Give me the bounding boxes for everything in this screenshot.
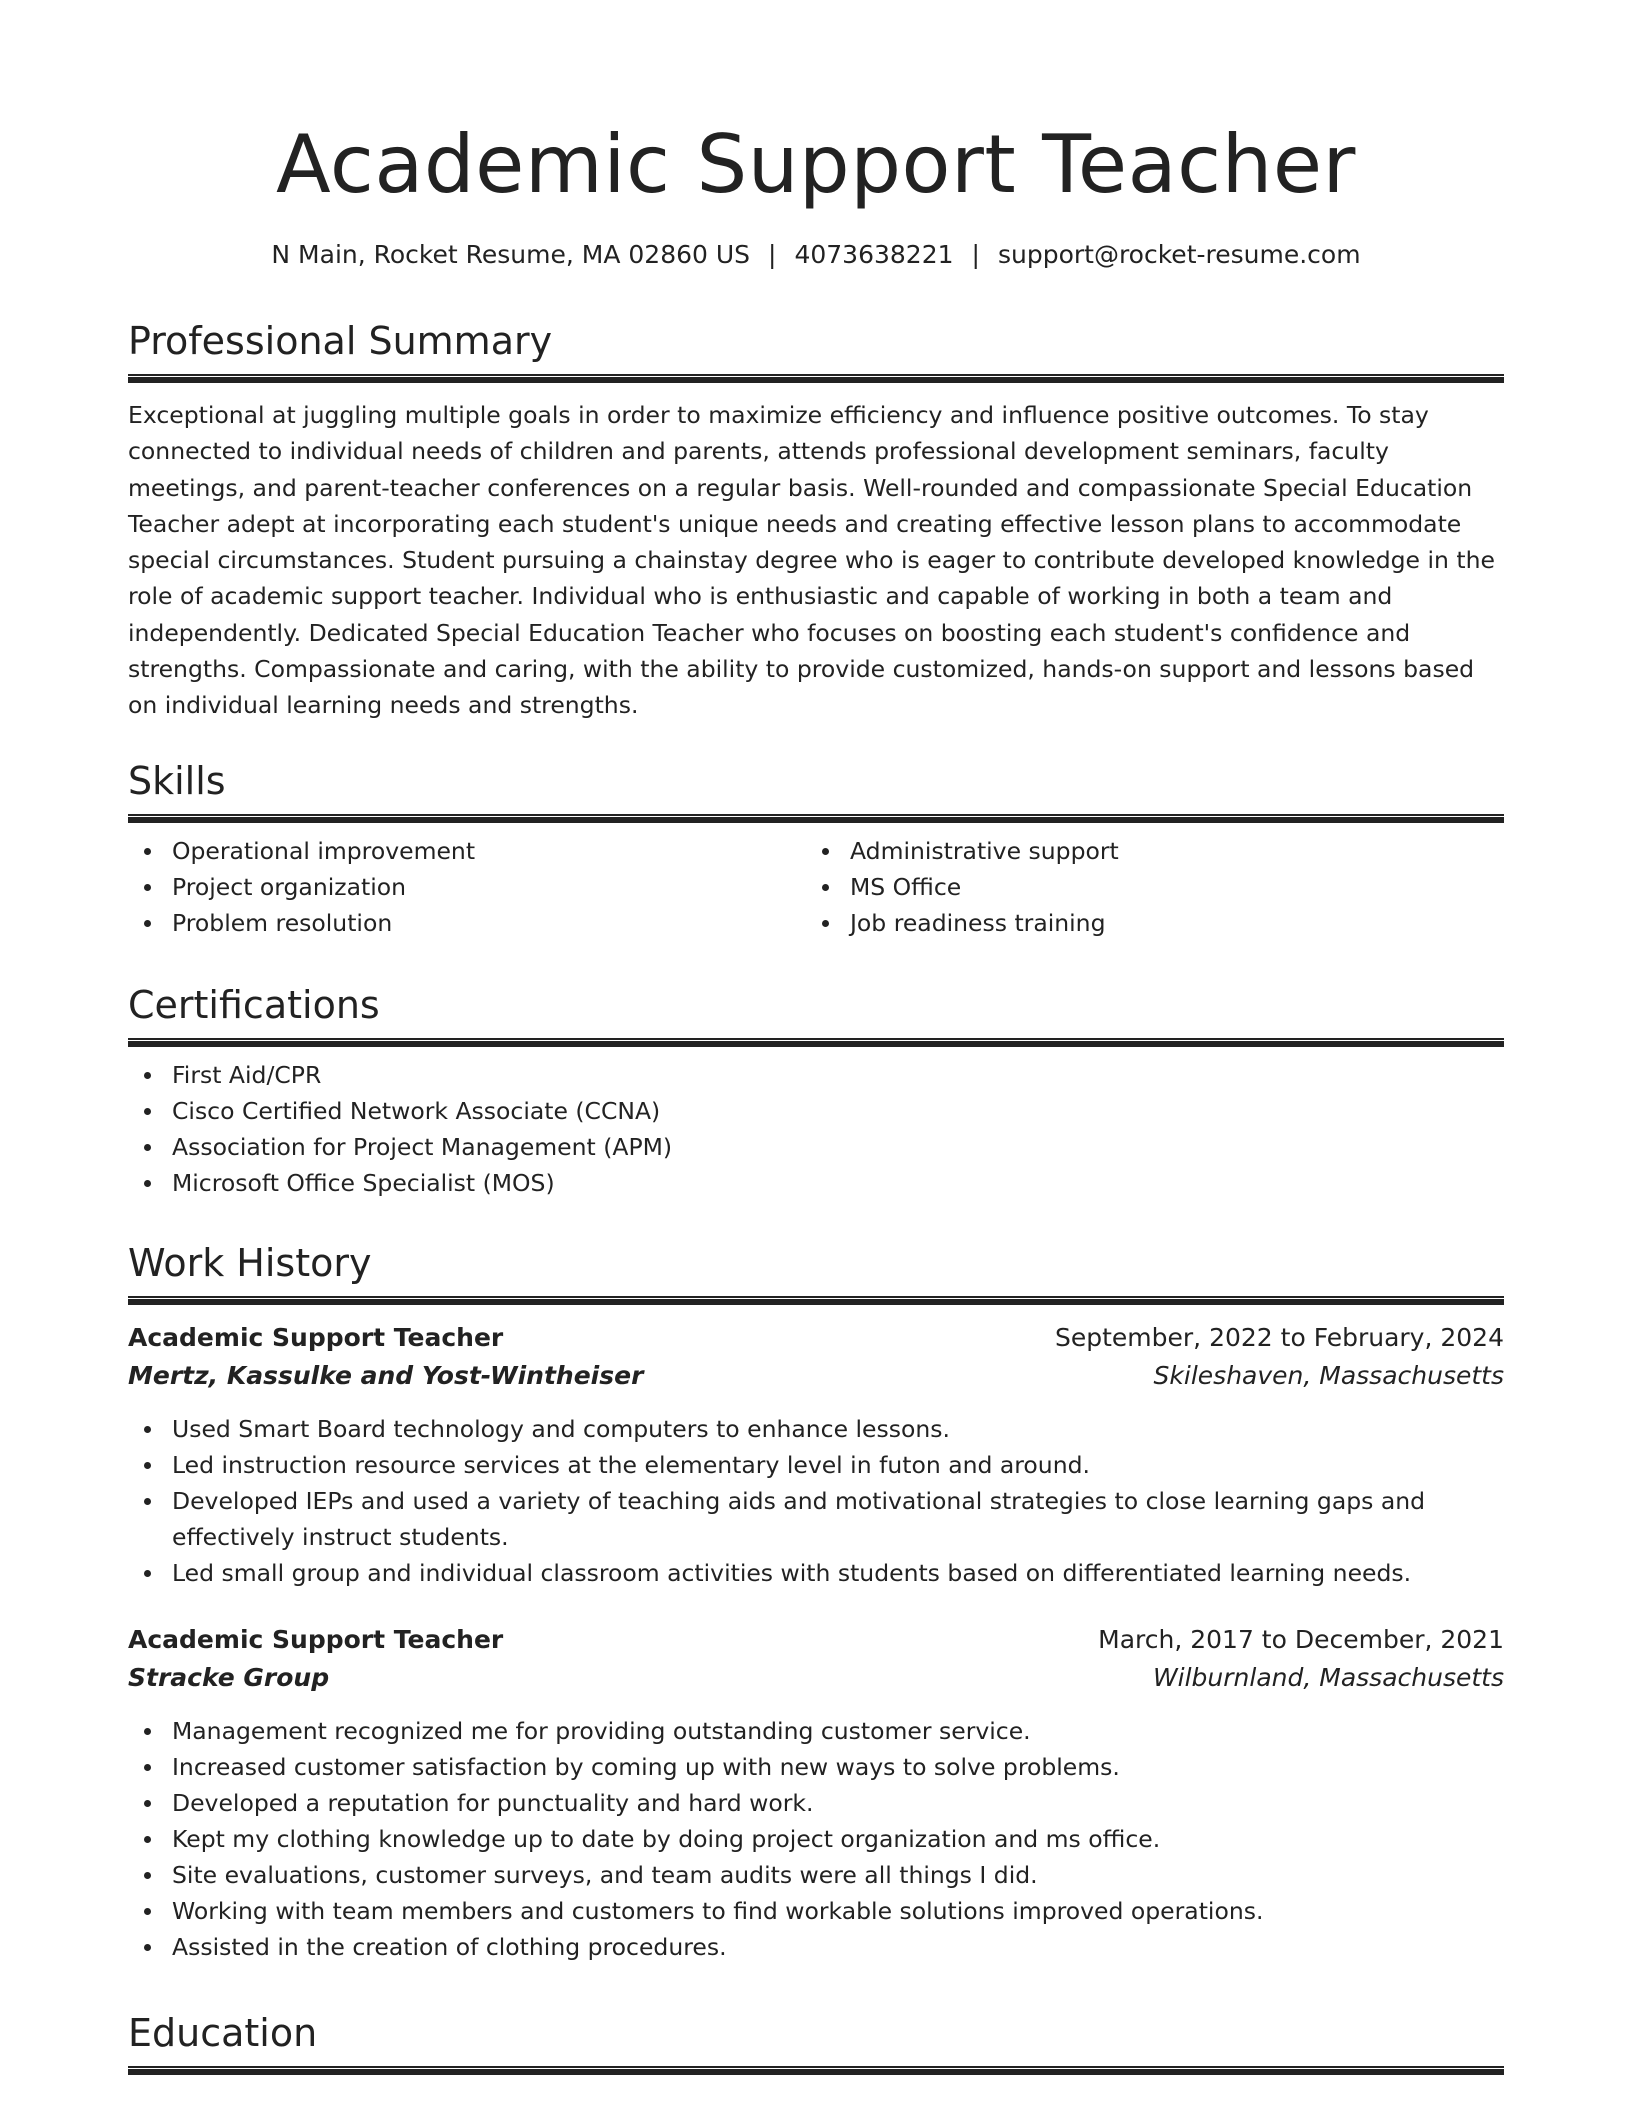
section-title: Professional Summary bbox=[128, 319, 553, 363]
job-dates: September, 2022 to February, 2024 bbox=[1055, 1323, 1504, 1352]
job-bullet: Increased customer satisfaction by coming up with new ways to solve problems. bbox=[128, 1749, 1504, 1785]
job-title: Academic Support Teacher bbox=[128, 1323, 504, 1352]
skill-item: Problem resolution bbox=[128, 905, 806, 941]
job-bullet: Assisted in the creation of clothing procedures. bbox=[128, 1929, 1504, 1965]
job-bullet: Developed a reputation for punctuality and hard work. bbox=[128, 1785, 1504, 1821]
certification-list bbox=[128, 1057, 1504, 1201]
skills-column-left bbox=[128, 833, 806, 941]
certification-item: Cisco Certified Network Associate (CCNA) bbox=[128, 1093, 1504, 1129]
section-title: Certifications bbox=[128, 983, 380, 1027]
job-bullet: Management recognized me for providing outstanding customer service. bbox=[128, 1713, 1504, 1749]
section-divider bbox=[128, 2066, 1504, 2075]
contact-separator: | bbox=[768, 240, 777, 269]
job-header bbox=[128, 1319, 1504, 1357]
contact-address: N Main, Rocket Resume, MA 02860 US bbox=[271, 240, 751, 269]
job-bullet: Led small group and individual classroom activities with students based on differentiated learning needs. bbox=[128, 1555, 1504, 1591]
skill-item: MS Office bbox=[806, 869, 1484, 905]
skills-grid bbox=[128, 833, 1504, 941]
contact-separator: | bbox=[971, 240, 980, 269]
section-title: Education bbox=[128, 2011, 318, 2055]
education-section bbox=[128, 2010, 1504, 2075]
job-bullet: Kept my clothing knowledge up to date by doing project organization and ms office. bbox=[128, 1821, 1504, 1857]
skill-item: Project organization bbox=[128, 869, 806, 905]
job-subheader bbox=[128, 1357, 1504, 1395]
section-divider bbox=[128, 814, 1504, 823]
certification-item: Association for Project Management (APM) bbox=[128, 1129, 1504, 1165]
certifications-section bbox=[128, 982, 1504, 1201]
work-history-section bbox=[128, 1240, 1504, 1965]
job-bullet: Led instruction resource services at the elementary level in futon and around. bbox=[128, 1447, 1504, 1483]
section-divider bbox=[128, 374, 1504, 383]
contact-phone: 4073638221 bbox=[794, 240, 954, 269]
job-header bbox=[128, 1621, 1504, 1659]
contact-line bbox=[0, 240, 1632, 269]
job-bullet: Site evaluations, customer surveys, and team audits were all things I did. bbox=[128, 1857, 1504, 1893]
certification-item: First Aid/CPR bbox=[128, 1057, 1504, 1093]
job-entry bbox=[128, 1621, 1504, 1965]
job-title: Academic Support Teacher bbox=[128, 1625, 504, 1654]
job-bullet: Working with team members and customers to find workable solutions improved operations. bbox=[128, 1893, 1504, 1929]
job-bullets bbox=[128, 1411, 1504, 1591]
job-bullet: Developed IEPs and used a variety of teaching aids and motivational strategies to close learning gaps and effectively instruct students. bbox=[128, 1483, 1504, 1555]
job-entry bbox=[128, 1319, 1504, 1591]
contact-email: support@rocket-resume.com bbox=[997, 240, 1361, 269]
skills-section bbox=[128, 758, 1504, 941]
section-divider bbox=[128, 1296, 1504, 1305]
skill-item: Job readiness training bbox=[806, 905, 1484, 941]
skill-item: Operational improvement bbox=[128, 833, 806, 869]
job-dates: March, 2017 to December, 2021 bbox=[1098, 1625, 1504, 1654]
section-divider bbox=[128, 1038, 1504, 1047]
section-title: Skills bbox=[128, 759, 226, 803]
certification-item: Microsoft Office Specialist (MOS) bbox=[128, 1165, 1504, 1201]
summary-section bbox=[128, 318, 1504, 724]
job-company: Mertz, Kassulke and Yost-Wintheiser bbox=[128, 1361, 644, 1390]
skill-item: Administrative support bbox=[806, 833, 1484, 869]
section-title: Work History bbox=[128, 1241, 372, 1285]
job-bullet: Used Smart Board technology and computers to enhance lessons. bbox=[128, 1411, 1504, 1447]
skills-column-right bbox=[806, 833, 1484, 941]
job-bullets bbox=[128, 1713, 1504, 1965]
job-location: Wilburnland, Massachusetts bbox=[1152, 1663, 1504, 1692]
job-location: Skileshaven, Massachusetts bbox=[1153, 1361, 1504, 1390]
resume-name: Academic Support Teacher bbox=[276, 118, 1356, 211]
job-subheader bbox=[128, 1659, 1504, 1697]
job-company: Stracke Group bbox=[128, 1663, 330, 1692]
summary-text: Exceptional at juggling multiple goals in order to maximize efficiency and influence positive outcomes. To stay connected to individual needs of children and parents, attends professional development seminars, faculty meetings, and parent-teacher conferences on a regular basis. Well-rounded and compassionate Special Education Teacher adept at incorporating each student's unique needs and creating effective lesson plans to accommodate special circumstances. Student pursuing a chainstay degree who is eager to contribute developed knowledge in the role of academic support teacher. Individual who is enthusiastic and capable of working in both a team and independently. Dedicated Special Education Teacher who focuses on boosting each student's confidence and strengths. Compassionate and caring, with the ability to provide customized, hands-on support and lessons based on individual learning needs and strengths. bbox=[128, 401, 1495, 720]
